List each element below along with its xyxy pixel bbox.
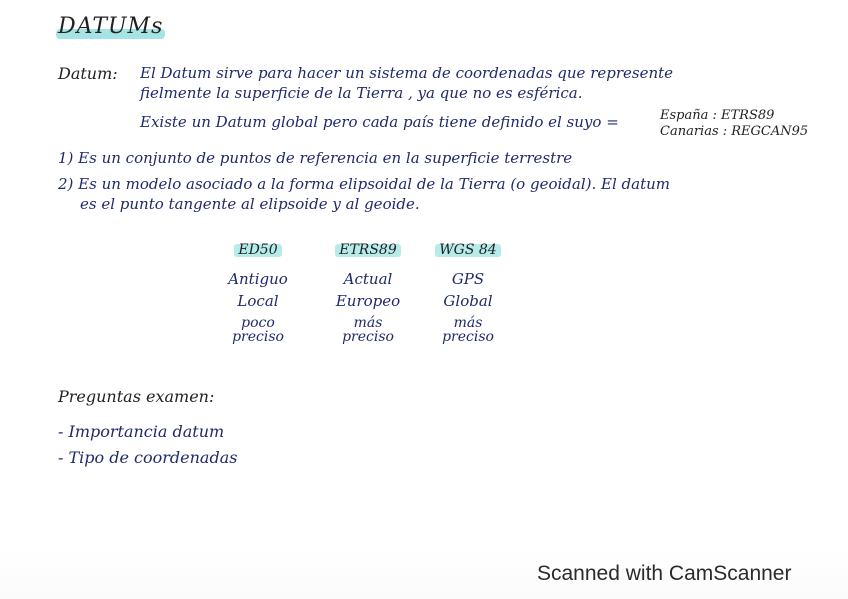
country-datums (660, 108, 808, 140)
questions-title: Preguntas examen: (58, 387, 215, 406)
canarias-datum: Canarias : REGCAN95 (660, 124, 809, 139)
column-value: GPS (451, 270, 485, 288)
definition-line-1: El Datum sirve para hacer un sistema de coordenadas que represente (140, 64, 674, 82)
camscanner-watermark: Scanned with CamScanner (537, 562, 792, 585)
column-value: Antiguo (228, 270, 288, 288)
column-precision: más preciso (442, 315, 494, 345)
column-header: ETRS89 (335, 242, 401, 258)
column-value: Global (443, 292, 493, 310)
table-column-ed50 (208, 240, 308, 344)
column-precision: más preciso (342, 315, 394, 345)
column-value: Actual (343, 270, 393, 288)
question-item: - Tipo de coordenadas (58, 448, 238, 467)
point-2: 2) Es un modelo asociado a la forma elipsoidal de la Tierra (o geoidal). El datum (58, 175, 670, 193)
spain-datum: España : ETRS89 (660, 108, 775, 123)
question-item: - Importancia datum (58, 422, 225, 441)
definition-line-3: Existe un Datum global pero cada país tiene definido el suyo = (140, 113, 619, 131)
point-1: 1) Es un conjunto de puntos de referencia en la superficie terrestre (58, 149, 573, 167)
column-value: Local (237, 292, 279, 310)
column-value: Europeo (335, 292, 401, 310)
definition-line-2: fielmente la superficie de la Tierra , ya que no es esférica. (140, 84, 583, 102)
point-2-continued: es el punto tangente al elipsoide y al geoide. (80, 195, 420, 213)
column-precision: poco preciso (232, 315, 284, 345)
column-header: ED50 (234, 242, 281, 258)
title-block (58, 14, 163, 39)
table-column-wgs84 (418, 240, 518, 344)
datum-label: Datum: (58, 64, 118, 83)
column-header: WGS 84 (435, 242, 500, 258)
table-column-etrs89 (318, 240, 418, 344)
page-title: DATUMs (58, 14, 164, 39)
